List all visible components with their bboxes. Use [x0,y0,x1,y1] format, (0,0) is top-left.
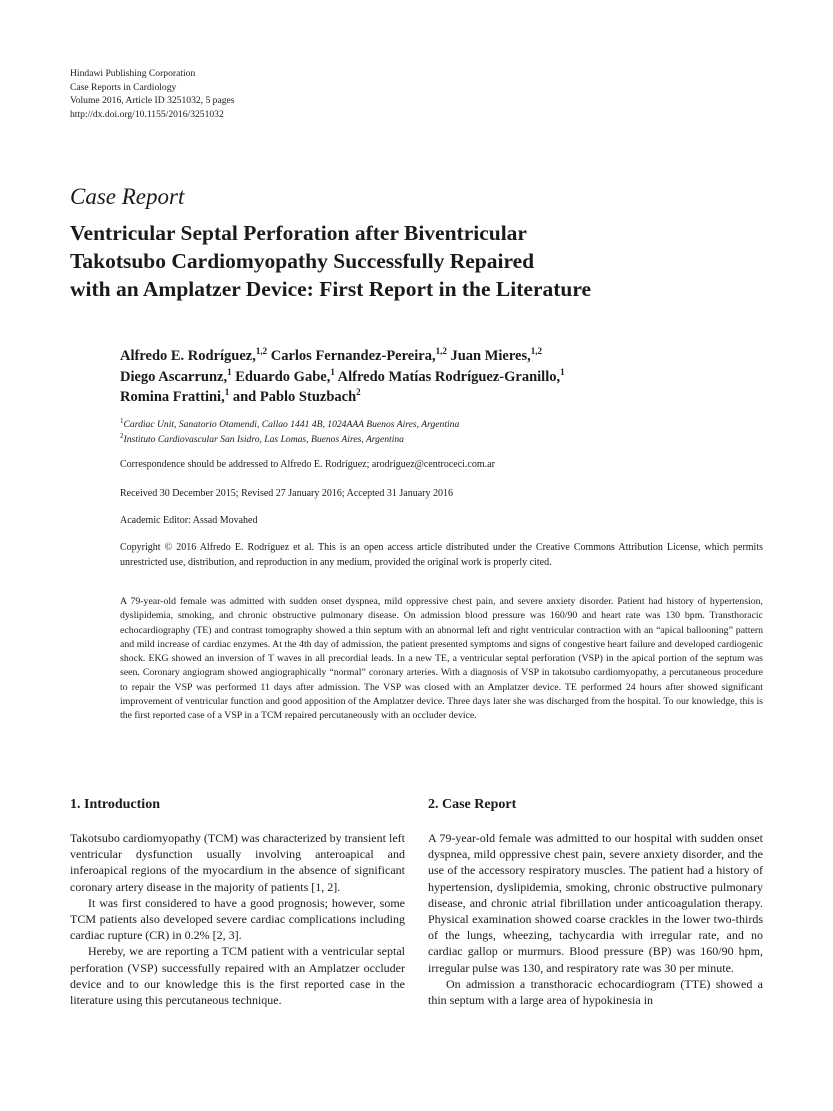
author-affil-ref: 1,2 [435,346,447,356]
title-line: with an Amplatzer Device: First Report in the Literature [70,277,592,301]
author-affil-ref: 2 [356,387,361,397]
title-line: Takotsubo Cardiomyopathy Successfully Repaired [70,249,535,273]
author-name: Carlos Fernandez-Pereira, [267,348,436,364]
author-line [120,387,770,408]
section-heading-introduction: 1. Introduction [70,797,160,812]
affiliation-number: 1 [120,417,124,425]
author-line [120,346,770,367]
body-paragraph: It was first considered to have a good prognosis; however, some TCM patients also developed severe cardiac complications including cardiac rupture (CR) in 0.2% [2, 3]. [70,895,405,943]
author-affil-ref: 1 [330,366,335,377]
author-name: Diego Ascarrunz, [120,368,228,385]
affiliation-text: Cardiac Unit, Sanatorio Otamendi, Callao 1441 4B, 1024AAA Buenos Aires, Argentina [123,419,460,430]
section-heading-case-report: 2. Case Report [428,797,517,812]
journal-header [70,67,235,121]
copyright-notice: Copyright © 2016 Alfredo E. Rodríguez et al. This is an open access article distributed under the Creative Commons Attribution License, which permits unrestricted use, distribution, and reproduction in any medium, provided the original work is properly cited. [120,542,763,568]
author-name: Romina Frattini, [120,389,225,405]
article-type: Case Report [70,184,185,209]
affiliation-text: Instituto Cardiovascular San Isidro, Las Lomas, Buenos Aires, Argentina [123,434,404,445]
affiliation-item [120,417,459,432]
doi-link[interactable]: http://dx.doi.org/10.1155/2016/3251032 [70,108,224,120]
article-title [70,219,790,303]
article-dates: Received 30 December 2015; Revised 27 January 2016; Accepted 31 January 2016 [120,488,453,499]
correspondence-line: Correspondence should be addressed to Alfredo E. Rodríguez; arodriguez@centroceci.com.ar [120,459,495,470]
author-line [120,367,770,388]
left-column [70,795,405,1008]
academic-editor: Academic Editor: Assad Movahed [120,515,258,526]
journal-name: Case Reports in Cardiology [70,81,177,93]
body-paragraph: Hereby, we are reporting a TCM patient with a ventricular septal perforation (VSP) successfully repaired with an Amplatzer occluder device and to our knowledge this is the first reported case in the literature using this percutaneous technique. [70,944,405,1008]
volume-info: Volume 2016, Article ID 3251032, 5 pages [70,95,235,106]
author-affil-ref: 1,2 [530,346,542,356]
right-column [428,795,763,1008]
body-paragraph: On admission a transthoracic echocardiogram (TTE) showed a thin septum with a large area of hypokinesia in [428,976,763,1008]
publisher-name: Hindawi Publishing Corporation [70,68,196,79]
body-paragraph: Takotsubo cardiomyopathy (TCM) was characterized by transient left ventricular dysfunction usually involving anteroapical and inferoapical regions of the myocardium in the absence of significant coronary artery disease in the majority of patients [1, 2]. [70,831,405,894]
body-paragraph: A 79-year-old female was admitted to our hospital with sudden onset dyspnea, mild oppressive chest pain, severe anxiety disorder, and the use of the accessory respiratory muscles. The patient had a history of hypertension, dyslipidemia, smoking, chronic obstructive pulmonary disease, and chronic atrial fibrillation under anticoagulation therapy. Physical examination showed coarse crackles in the lower two-thirds of the lungs, wheezing, tachycardia with irregular rate, and no cardiac gallop or murmurs. Blood pressure (BP) was 160/90 hpm, irregular pulse was 130, and respiratory rate was 30 per minute. [428,831,763,975]
author-name: Alfredo E. Rodríguez, [120,348,256,364]
author-name: Juan Mieres, [446,348,531,364]
author-affil-ref: 1,2 [255,346,268,356]
affiliation-number: 2 [120,432,124,440]
author-name: Eduardo Gabe, [231,368,331,385]
title-line: Ventricular Septal Perforation after Biventricular [70,221,527,245]
author-affil-ref: 1 [227,366,232,377]
author-name: Alfredo Matías Rodríguez-Granillo, [334,368,561,385]
author-affil-ref: 1 [224,387,230,397]
affiliation-item [120,432,459,447]
author-name: and Pablo Stuzbach [229,389,357,405]
author-affil-ref: 1 [560,366,565,377]
abstract-text: A 79-year-old female was admitted with sudden onset dyspnea, mild oppressive chest pain, and severe anxiety disorder. Patient had history of hypertension, dyslipidemia, smoking, and chronic obstructive pulmonary disease. On admission blood pressure was 160/90 and heart rate was 130 bpm. Transthoracic echocardiography (TE) and contrast tomography showed a thin septum with an abnormal left and right ventricular contraction with an “apical ballooning” pattern and mild increase of cardiac enzymes. At the 4th day of admission, the patient presented symptoms and signs of congestive heart failure and developed cardiogenic shock. EKG showed an inversion of T waves in all precordial leads. In a new TE, a ventricular septal perforation (VSP) in the apical portion of the septum was seen. Coronary angiogram showed angiographically “normal” coronary arteries. With a diagnosis of VSP in takotsubo cardiomyopathy, a percutaneous procedure to repair the VSP was performed 11 days after admission. The VSP was closed with an Amplatzer device. TE performed 24 hours after showed significant improvement of ventricular function and good apposition of the Amplatzer device. Three days later she was discharged from the hospital. To our knowledge, this is the first reported case of a VSP in a TCM repaired percutaneously with an occluder device. [120,596,763,722]
affiliations [120,417,459,447]
author-list [120,346,770,408]
